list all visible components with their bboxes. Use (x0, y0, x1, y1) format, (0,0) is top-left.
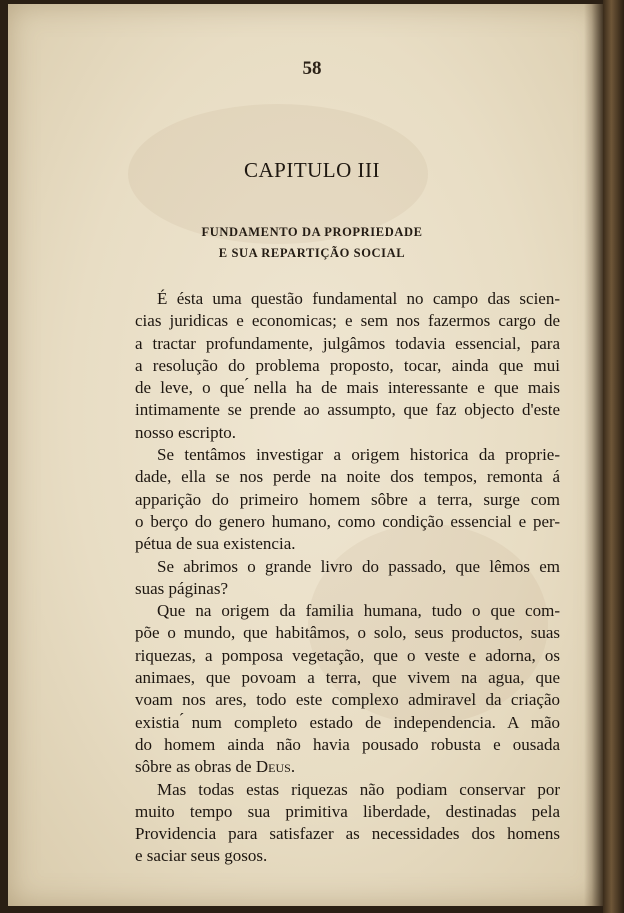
text-line: dade, ella se nos perde na noite dos tempos, remonta á (135, 467, 560, 487)
text-line: intimamente se prende ao assumpto, que faz objecto d'este (135, 400, 560, 420)
book-spine (603, 0, 624, 913)
text-line: apparição do primeiro homem sôbre a terra, surge com (135, 489, 560, 509)
text-line: e saciar seus gosos. (135, 846, 268, 866)
text-line: Se tentâmos investigar a origem historica da proprie- (157, 445, 560, 465)
text-line: a resolução do problema proposto, tocar, ainda que mui (135, 355, 560, 375)
text-line: Mas todas estas riquezas não podiam conservar por (157, 779, 560, 799)
text-line: nosso escripto. (135, 422, 237, 442)
chapter-subtitle-line: FUNDAMENTO DA PROPRIEDADE (201, 225, 423, 239)
text-line: voam nos ares, todo este complexo admiravel da criação (135, 690, 560, 710)
text-line: muito tempo sua primitiva liberdade, destinadas pela (135, 801, 560, 821)
text-line: pétua de sua existencia. (135, 534, 296, 554)
text-line: põe o mundo, que habitâmos, o solo, seus productos, suas (135, 623, 560, 643)
text-line: existia ́num completo estado de independencia. A mão (135, 712, 560, 732)
text-line: de leve, o que ́nella ha de mais interessante e que mais (135, 378, 560, 398)
text-line: É ésta uma questão fundamental no campo das scien- (157, 289, 560, 308)
deus-smallcaps: Deus (255, 757, 291, 777)
text-line: suas páginas? (135, 578, 229, 598)
text-line: animaes, que povoam a terra, que vivem na agua, que (135, 668, 560, 688)
body-text (135, 288, 560, 868)
text-line: sôbre as obras de Deus. (135, 757, 296, 777)
page-number: 58 (302, 58, 322, 79)
text-line: Se abrimos o grande livro do passado, que lêmos em (157, 556, 560, 576)
text-line: cias juridicas e economicas; e sem nos fazermos cargo de (135, 311, 560, 331)
text-line: a tractar profundamente, julgâmos todavia essencial, para (135, 333, 560, 353)
chapter-subtitle-line: E SUA REPARTIÇÃO SOCIAL (218, 246, 406, 260)
text-line: Que na origem da familia humana, tudo o que com- (157, 601, 560, 621)
text-line: Providencia para satisfazer as necessidades dos homens (135, 824, 560, 844)
text-line: do homem ainda não havia pousado robusta e ousada (135, 734, 560, 754)
text-line: riquezas, a pomposa vegetação, que o veste e adorna, os (135, 645, 560, 665)
chapter-title: CAPITULO III (243, 158, 381, 182)
text-line: o berço do genero humano, como condição essencial e per- (135, 511, 560, 531)
